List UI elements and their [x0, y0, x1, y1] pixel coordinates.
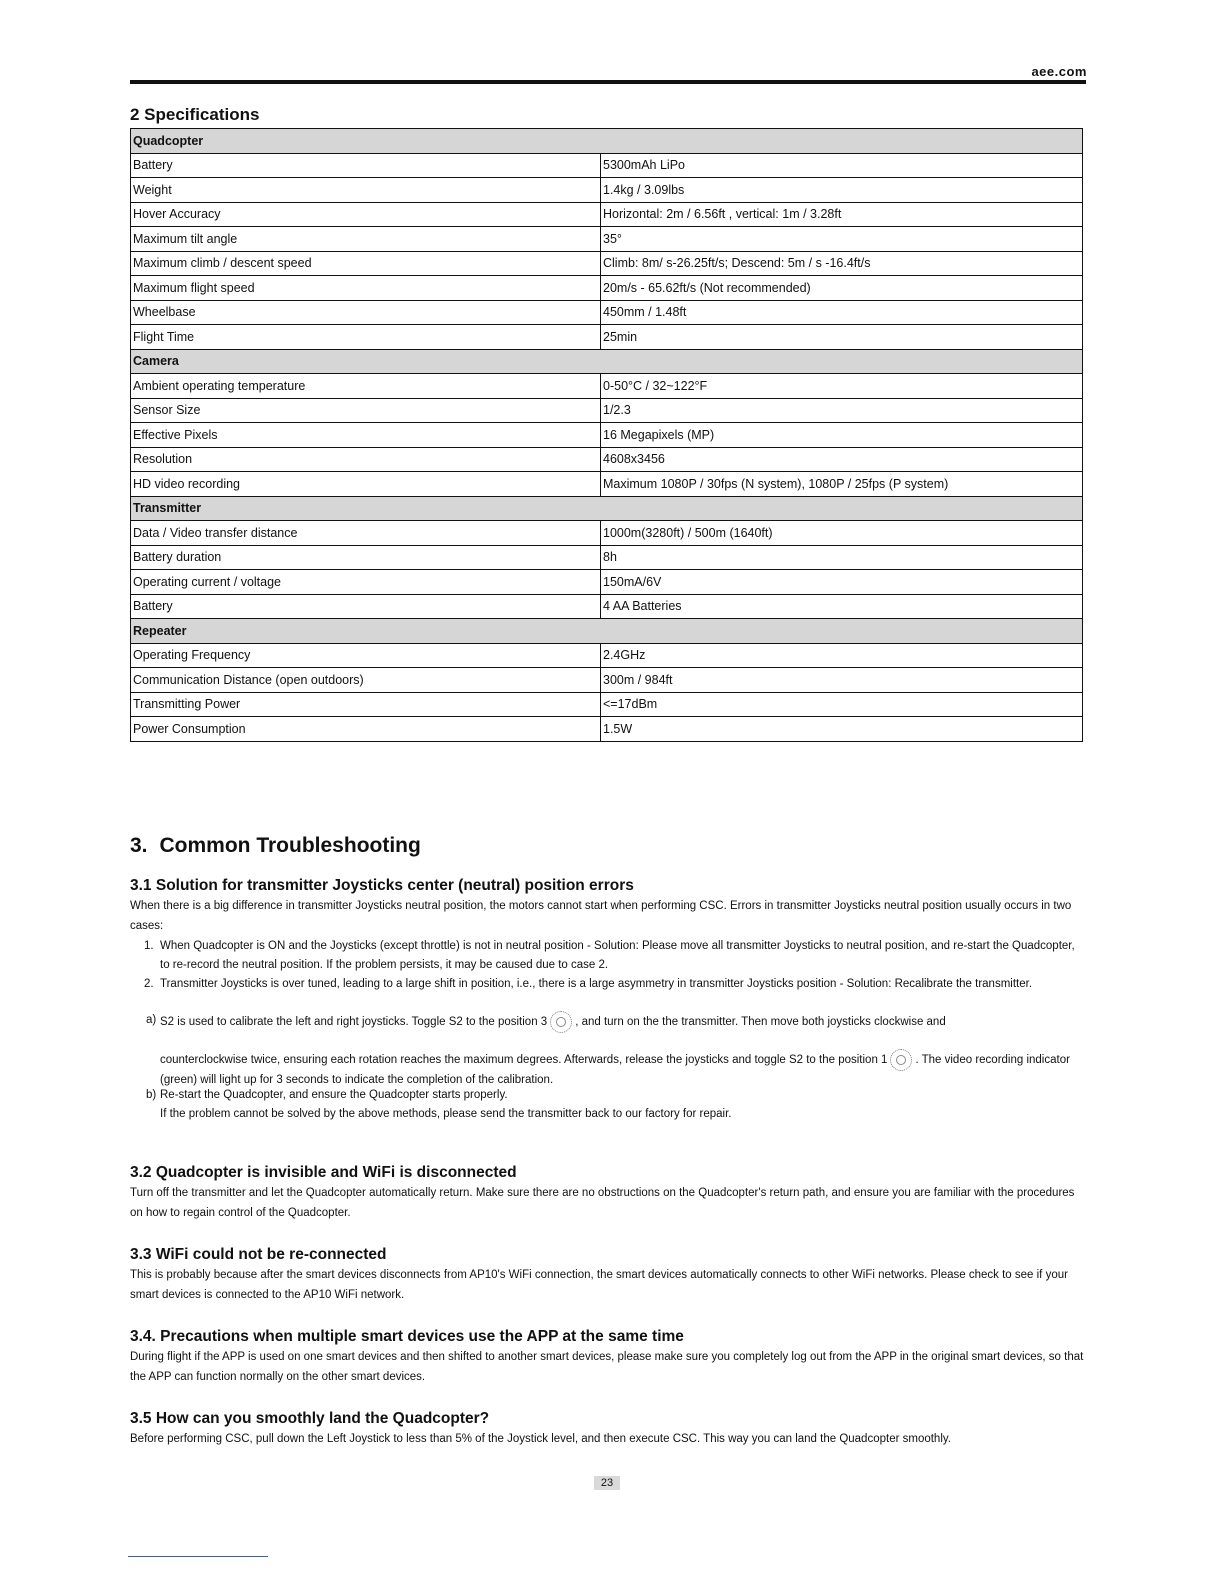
troubleshooting-number: 3.	[130, 834, 148, 857]
table-row	[131, 447, 1083, 472]
spec-value-cell: 4608x3456	[601, 447, 1083, 472]
table-row	[131, 643, 1083, 668]
spec-value-cell: 300m / 984ft	[601, 668, 1083, 693]
spec-value-cell: 1.5W	[601, 717, 1083, 742]
spec-value-cell: Horizontal: 2m / 6.56ft , vertical: 1m / 3.28ft	[601, 202, 1083, 227]
section-3-5	[130, 1409, 1086, 1449]
spec-label-cell: Ambient operating temperature	[131, 374, 601, 399]
spec-label-cell: Operating current / voltage	[131, 570, 601, 595]
spec-value-cell: 1/2.3	[601, 398, 1083, 423]
section-3-1	[130, 876, 1086, 936]
spec-value-cell: 0-50°C / 32~122°F	[601, 374, 1083, 399]
spec-value-cell: Climb: 8m/ s-26.25ft/s; Descend: 5m / s -16.4ft/s	[601, 251, 1083, 276]
table-row	[131, 717, 1083, 742]
spec-value-cell: 1.4kg / 3.09lbs	[601, 178, 1083, 203]
section-3-5-title: 3.5 How can you smoothly land the Quadcopter?	[130, 1410, 490, 1427]
footer-line	[128, 1556, 268, 1557]
table-row	[131, 202, 1083, 227]
table-row	[131, 521, 1083, 546]
table-row	[131, 300, 1083, 325]
table-row	[131, 570, 1083, 595]
section-3-4	[130, 1327, 1086, 1387]
section-header-cell: Camera	[131, 349, 1083, 374]
switch-position-1-icon	[890, 1049, 912, 1071]
spec-value-cell: 2.4GHz	[601, 643, 1083, 668]
troubleshooting-title: Common Troubleshooting	[159, 834, 421, 857]
table-row	[131, 153, 1083, 178]
table-row	[131, 227, 1083, 252]
spec-value-cell: 35°	[601, 227, 1083, 252]
spec-label-cell: Transmitting Power	[131, 692, 601, 717]
spec-label-cell: Maximum climb / descent speed	[131, 251, 601, 276]
sub-item-a: a) S2 is used to calibrate the left and right joysticks. Toggle S2 to the position 3 , and turn on the the transmitter. Then move both joysticks clockwise and	[130, 1011, 1086, 1033]
spec-label-cell: Power Consumption	[131, 717, 601, 742]
spec-value-cell: 5300mAh LiPo	[601, 153, 1083, 178]
section-3-2-title: 3.2 Quadcopter is invisible and WiFi is disconnected	[130, 1164, 517, 1181]
table-row	[131, 594, 1083, 619]
spec-value-cell: 8h	[601, 545, 1083, 570]
section-3-2	[130, 1163, 1086, 1223]
list-item: 2. Transmitter Joysticks is over tuned, leading to a large shift in position, i.e., there is a large asymmetry in transmitter Joysticks position - Solution: Recalibrate the transmitter.	[144, 978, 1033, 990]
spec-label-cell: Sensor Size	[131, 398, 601, 423]
spec-value-cell: 20m/s - 65.62ft/s (Not recommended)	[601, 276, 1083, 301]
section-header-cell: Transmitter	[131, 496, 1083, 521]
spec-label-cell: Maximum tilt angle	[131, 227, 601, 252]
table-row	[131, 276, 1083, 301]
section-3-1-title: 3.1 Solution for transmitter Joysticks center (neutral) position errors	[130, 877, 634, 894]
table-row	[131, 472, 1083, 497]
brand-logo: aee.com	[1031, 64, 1087, 79]
table-row	[131, 374, 1083, 399]
table-row	[131, 178, 1083, 203]
spec-label-cell: Operating Frequency	[131, 643, 601, 668]
table-row	[131, 545, 1083, 570]
spec-label-cell: HD video recording	[131, 472, 601, 497]
section-3-5-text: Before performing CSC, pull down the Left Joystick to less than 5% of the Joystick level, and then execute CSC. This way you can land the Quadcopter smoothly.	[130, 1433, 951, 1445]
sub-item-b: b) Re-start the Quadcopter, and ensure the Quadcopter starts properly. If the problem cannot be solved by the above methods, please send the transmitter back to our factory for repair.	[146, 1089, 732, 1120]
section-3-3-text: This is probably because after the smart devices disconnects from AP10's WiFi connection, the smart devices automatically connects to other WiFi networks. Please check to see if your smart devices is connected to the AP10 WiFi network.	[130, 1269, 1068, 1301]
spec-label-cell: Battery	[131, 594, 601, 619]
section-header-cell: Repeater	[131, 619, 1083, 644]
specifications-title: 2 Specifications	[130, 105, 260, 124]
section-header-row	[131, 349, 1083, 374]
spec-value-cell: 150mA/6V	[601, 570, 1083, 595]
section-header-row	[131, 129, 1083, 154]
spec-value-cell: 25min	[601, 325, 1083, 350]
section-3-3	[130, 1245, 1086, 1305]
table-row	[131, 668, 1083, 693]
table-row	[131, 398, 1083, 423]
spec-value-cell: 16 Megapixels (MP)	[601, 423, 1083, 448]
page-number: 23	[594, 1476, 620, 1490]
table-row	[131, 325, 1083, 350]
spec-label-cell: Maximum flight speed	[131, 276, 601, 301]
list-item: 1. When Quadcopter is ON and the Joysticks (except throttle) is not in neutral position - Solution: Please move all transmitter Joysticks to neutral position, and re-start the Quadcopter, to re-record the neutral position. If the problem persists, it may be caused due to case 2.	[144, 940, 1075, 971]
table-row	[131, 423, 1083, 448]
spec-label-cell: Resolution	[131, 447, 601, 472]
table-row	[131, 251, 1083, 276]
troubleshooting-heading	[130, 834, 421, 858]
spec-label-cell: Wheelbase	[131, 300, 601, 325]
section-header-row	[131, 496, 1083, 521]
section-3-2-text: Turn off the transmitter and let the Quadcopter automatically return. Make sure there are no obstructions on the Quadcopter's return path, and ensure you are familiar with the procedures on how to regain control of the Quadcopter.	[130, 1187, 1075, 1219]
section-header-cell: Quadcopter	[131, 129, 1083, 154]
spec-label-cell: Flight Time	[131, 325, 601, 350]
spec-value-cell: 1000m(3280ft) / 500m (1640ft)	[601, 521, 1083, 546]
section-3-4-text: During flight if the APP is used on one smart devices and then shifted to another smart devices, please make sure you completely log out from the APP in the original smart devices, so that the APP can function normally on the other smart devices.	[130, 1351, 1084, 1383]
switch-position-3-icon	[550, 1011, 572, 1033]
sub-item-a-continued: counterclockwise twice, ensuring each rotation reaches the maximum degrees. Afterwards, release the joysticks and toggle S2 to the position 1 . The video recording indicator (green) will light up for 3 seconds to indicate the completion of the calibration.	[130, 1049, 1086, 1090]
spec-label-cell: Data / Video transfer distance	[131, 521, 601, 546]
section-3-3-title: 3.3 WiFi could not be re-connected	[130, 1246, 387, 1263]
spec-value-cell: 4 AA Batteries	[601, 594, 1083, 619]
spec-label-cell: Battery duration	[131, 545, 601, 570]
section-3-1-intro: When there is a big difference in transmitter Joysticks neutral position, the motors cannot start when performing CSC. Errors in transmitter Joysticks neutral position usually occurs in two cases:	[130, 900, 1072, 932]
table-row	[131, 692, 1083, 717]
spec-label-cell: Battery	[131, 153, 601, 178]
spec-label-cell: Hover Accuracy	[131, 202, 601, 227]
section-header-row	[131, 619, 1083, 644]
spec-value-cell: 450mm / 1.48ft	[601, 300, 1083, 325]
spec-value-cell: <=17dBm	[601, 692, 1083, 717]
spec-label-cell: Effective Pixels	[131, 423, 601, 448]
spec-label-cell: Communication Distance (open outdoors)	[131, 668, 601, 693]
specifications-table	[130, 128, 1083, 742]
spec-label-cell: Weight	[131, 178, 601, 203]
header-rule	[130, 80, 1086, 84]
spec-value-cell: Maximum 1080P / 30fps (N system), 1080P / 25fps (P system)	[601, 472, 1083, 497]
section-3-1-list	[130, 937, 1086, 994]
section-3-4-title: 3.4. Precautions when multiple smart devices use the APP at the same time	[130, 1328, 684, 1345]
